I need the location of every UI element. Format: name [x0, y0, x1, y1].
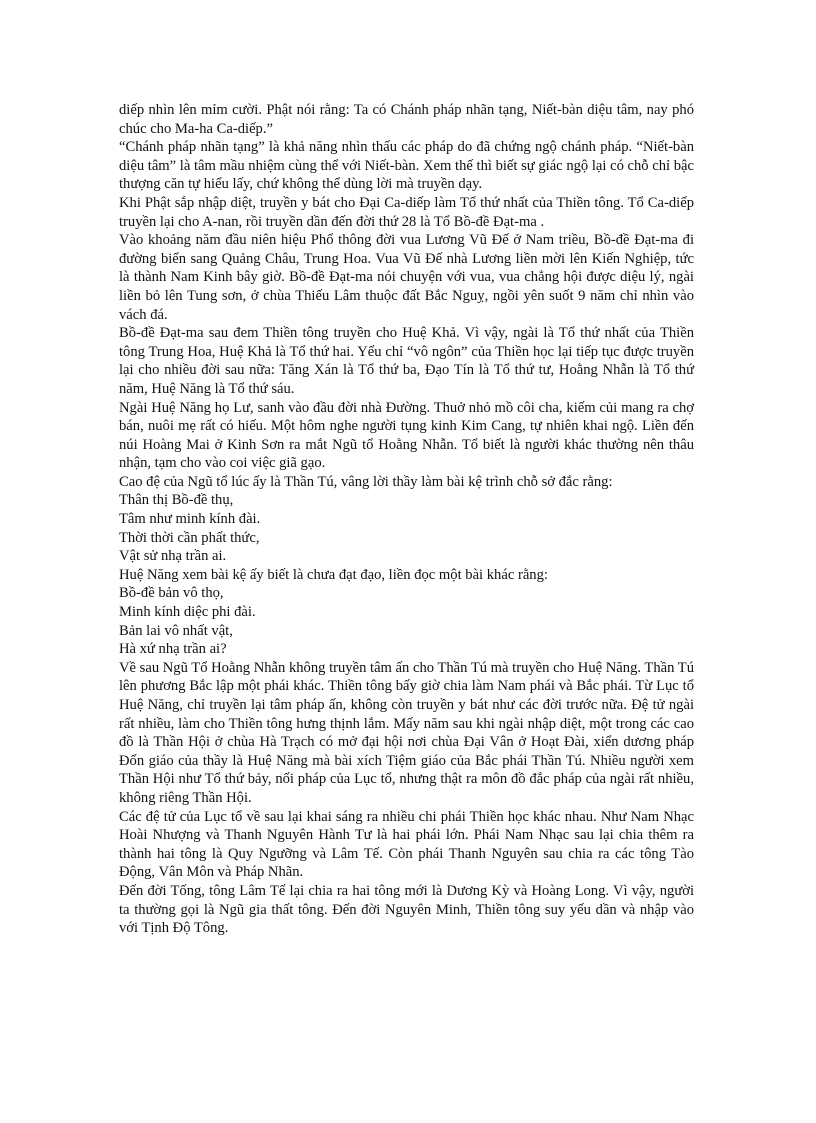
paragraph: “Chánh pháp nhãn tạng” là khả năng nhìn thấu các pháp do đã chứng ngộ chánh pháp. “Niết-bàn diệu tâm” là tâm mầu nhiệm cùng thể với Niết-bàn. Xem thế thì biết sự giác ngộ lại có chỗ chỉ bậc thượng căn tự hiểu lấy, chứ không thể dùng lời mà truyền dạy.: [119, 139, 694, 193]
paragraph: Về sau Ngũ Tổ Hoằng Nhẫn không truyền tâm ấn cho Thần Tú mà truyền cho Huệ Năng. Thần Tú lên phương Bắc lập một phái khác. Thiền tông bấy giờ chia làm Nam phái và Bắc phái. Từ Lục tổ Huệ Năng, chỉ truyền lại tâm pháp ấn, không còn truyền y bát như các đời trước nữa. Đệ tử ngài rất nhiều, làm cho Thiền tông hưng thịnh lắm. Mấy năm sau khi ngài nhập diệt, một trong các cao đồ là Thần Hội ở chùa Hà Trạch có mở đại hội nơi chùa Đại Vân ở Hoạt Đài, xiển dương pháp Đốn giáo của thầy là Huệ Năng mà bài xích Tiệm giáo của Bắc phái Thần Tú. Nhiều người xem Thần Hội như Tổ thứ bảy, nối pháp của Lục tổ, nhưng thật ra môn đồ đắc pháp của ngài rất nhiều, không riêng Thần Hội.: [119, 659, 694, 806]
verse-line: Bản lai vô nhất vật,: [119, 622, 233, 639]
verse-line: Tâm như minh kính đài.: [119, 511, 261, 528]
paragraph: Vào khoảng năm đầu niên hiệu Phổ thông đời vua Lương Vũ Đế ở Nam triều, Bồ-đề Đạt-ma đi đường biển sang Quảng Châu, Trung Hoa. Vua Vũ Đế nhà Lương liền mời lên Kiến Nghiệp, tức là thành Nam Kinh bây giờ. Bồ-đề Đạt-ma nói chuyện với vua, vua chẳng hội được diệu lý, ngài liền bỏ lên Tung sơn, ở chùa Thiếu Lâm thuộc đất Bắc Nguỵ, ngồi yên suốt 9 năm chỉ nhìn vào vách đá.: [119, 232, 694, 323]
paragraph: Cao đệ của Ngũ tổ lúc ấy là Thần Tú, vâng lời thầy làm bài kệ trình chỗ sở đắc rằng:: [119, 473, 613, 490]
paragraph: diếp nhìn lên mỉm cười. Phật nói rằng: Ta có Chánh pháp nhãn tạng, Niết-bàn diệu tâm, nay phó chúc cho Ma-ha Ca-diếp.”: [119, 102, 694, 137]
paragraph: Khi Phật sắp nhập diệt, truyền y bát cho Đại Ca-diếp làm Tổ thứ nhất của Thiền tông. Tổ Ca-diếp truyền lại cho A-nan, rồi truyền dần đến đời thứ 28 là Tổ Bồ-đề Đạt-ma .: [119, 194, 694, 230]
paragraph: Các đệ tử của Lục tổ về sau lại khai sáng ra nhiều chi phái Thiền học khác nhau. Như Nam Nhạc Hoài Nhượng và Thanh Nguyên Hành Tư là hai phái lớn. Phái Nam Nhạc sau lại chia thêm ra thành hai tông là Quy Ngưỡng và Lâm Tế. Còn phái Thanh Nguyên sau chia ra các tông Tào Động, Vân Môn và Pháp Nhãn.: [119, 808, 694, 881]
verse-line: Hà xứ nhạ trần ai?: [119, 641, 227, 658]
verse-line: Thời thời cần phất thức,: [119, 529, 260, 546]
paragraph: Đến đời Tống, tông Lâm Tế lại chia ra hai tông mới là Dương Kỳ và Hoàng Long. Vì vậy, người ta thường gọi là Ngũ gia thất tông. Đến đời Nguyên Minh, Thiền tông suy yếu dần và nhập vào với Tịnh Độ Tông.: [119, 882, 694, 937]
paragraph: Bồ-đề Đạt-ma sau đem Thiền tông truyền cho Huệ Khả. Vì vậy, ngài là Tổ thứ nhất của Thiền tông Trung Hoa, Huệ Khả là Tổ thứ hai. Yếu chỉ “vô ngôn” của Thiền học lại tiếp tục được truyền lại cho nhiều đời sau nữa: Tăng Xán là Tổ thứ ba, Đạo Tín là Tổ thứ tư, Hoằng Nhẫn là Tổ thứ năm, Huệ Năng là Tổ thứ sáu.: [119, 325, 694, 397]
verse-than-tu: [119, 491, 694, 565]
verse-line: Thân thị Bồ-đề thụ,: [119, 492, 234, 509]
verse-hue-nang: [119, 584, 694, 658]
paragraph: Ngài Huệ Năng họ Lư, sanh vào đầu đời nhà Đường. Thuở nhỏ mồ côi cha, kiếm củi mang ra chợ bán, nuôi mẹ rất có hiếu. Một hôm nghe người tụng kinh Kim Cang, tự nhiên khai ngộ. Liền đến núi Hoàng Mai ở Kinh Sơn ra mắt Ngũ tổ Hoằng Nhẫn. Tổ biết là người khác thường nên thâu nhận, tạm cho vào coi việc giã gạo.: [119, 399, 694, 472]
verse-line: Bồ-đề bản vô thọ,: [119, 585, 224, 602]
paragraph: Huệ Năng xem bài kệ ấy biết là chưa đạt đạo, liền đọc một bài khác rằng:: [119, 566, 548, 583]
document-page: [119, 101, 694, 938]
verse-line: Minh kính diệc phi đài.: [119, 604, 256, 621]
verse-line: Vật sử nhạ trần ai.: [119, 548, 227, 565]
